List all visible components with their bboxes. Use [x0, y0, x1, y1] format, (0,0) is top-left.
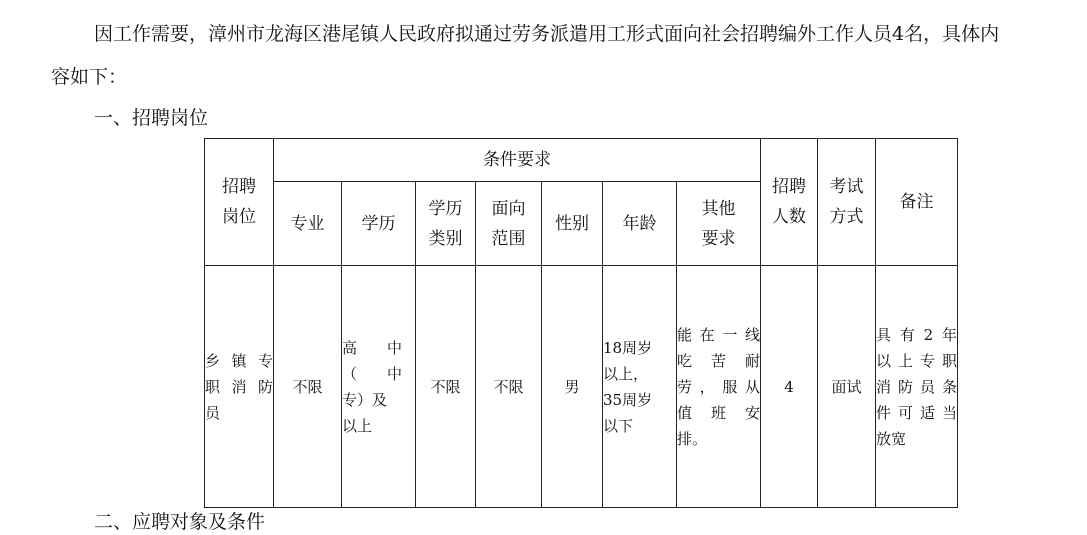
cell-age-line-4: 以下	[603, 416, 634, 435]
cell-education-line-4: 以上	[342, 416, 373, 435]
section-heading-positions: 一、招聘岗位	[94, 107, 209, 129]
header-other-line-2: 要求	[701, 228, 736, 249]
cell-education-line-3: 专）及	[342, 390, 388, 409]
cell-exam: 面试	[818, 266, 876, 508]
cell-age-line-3: 35周岁	[603, 390, 653, 409]
cell-post-line-1: 乡镇专	[205, 351, 273, 370]
header-age: 年龄	[603, 182, 677, 266]
header-edu-type-line-2: 类别	[428, 228, 463, 249]
cell-education-line-2: （ 中	[342, 364, 403, 383]
header-exam	[818, 139, 876, 266]
header-other	[677, 182, 761, 266]
recruitment-positions-table	[204, 138, 958, 508]
cell-major: 不限	[274, 266, 342, 508]
header-post-line-1: 招聘	[222, 177, 256, 197]
section-heading-applicants: 二、应聘对象及条件	[94, 511, 266, 533]
cell-education	[342, 266, 416, 508]
cell-age-line-2: 以上，	[603, 364, 649, 383]
cell-scope: 不限	[476, 266, 542, 508]
cell-edu-type: 不限	[416, 266, 476, 508]
cell-education-line-1: 高 中	[342, 338, 403, 357]
cell-other-line-3: 劳，服从	[677, 377, 760, 396]
header-scope-line-1: 面向	[491, 198, 526, 219]
header-major: 专业	[274, 182, 342, 266]
header-other-line-1: 其他	[701, 198, 736, 219]
cell-other-line-5: 排。	[677, 429, 708, 448]
header-gender: 性别	[542, 182, 603, 266]
cell-remark-line-2: 以上专职	[876, 351, 957, 370]
cell-other	[677, 266, 761, 508]
header-scope	[476, 182, 542, 266]
header-edu-type	[416, 182, 476, 266]
cell-other-line-1: 能在一线	[677, 325, 760, 344]
cell-other-line-2: 吃苦耐	[677, 351, 760, 370]
cell-age-line-1: 18周岁	[603, 338, 653, 357]
header-edu-type-line-1: 学历	[428, 198, 463, 219]
header-exam-line-1: 考试	[829, 177, 864, 197]
header-count-line-2: 人数	[772, 207, 806, 227]
header-conditions: 条件要求	[274, 139, 761, 182]
header-post	[205, 139, 274, 266]
intro-paragraph-line-1: 因工作需要，漳州市龙海区港尾镇人民政府拟通过劳务派遣用工形式面向社会招聘编外工作人员4名，具体内	[94, 23, 1000, 45]
cell-age	[603, 266, 677, 508]
cell-post-line-3: 员	[205, 403, 221, 422]
header-remark: 备注	[876, 139, 958, 266]
header-count-line-1: 招聘	[772, 177, 806, 197]
cell-gender: 男	[542, 266, 603, 508]
cell-remark	[876, 266, 958, 508]
cell-other-line-4: 值班安	[677, 403, 760, 422]
cell-post	[205, 266, 274, 508]
header-scope-line-2: 范围	[491, 228, 526, 249]
header-count	[761, 139, 818, 266]
cell-remark-line-4: 件可适当	[876, 403, 957, 422]
cell-remark-line-1: 具有2年	[876, 325, 957, 344]
intro-paragraph-line-2: 容如下：	[51, 66, 128, 88]
header-post-line-2: 岗位	[222, 207, 256, 227]
cell-remark-line-5: 放宽	[876, 429, 907, 448]
cell-post-line-2: 职消防	[205, 377, 273, 396]
header-exam-line-2: 方式	[829, 207, 864, 227]
header-education: 学历	[342, 182, 416, 266]
table-row	[205, 266, 958, 508]
cell-count: 4	[761, 266, 818, 508]
cell-remark-line-3: 消防员条	[876, 377, 957, 396]
